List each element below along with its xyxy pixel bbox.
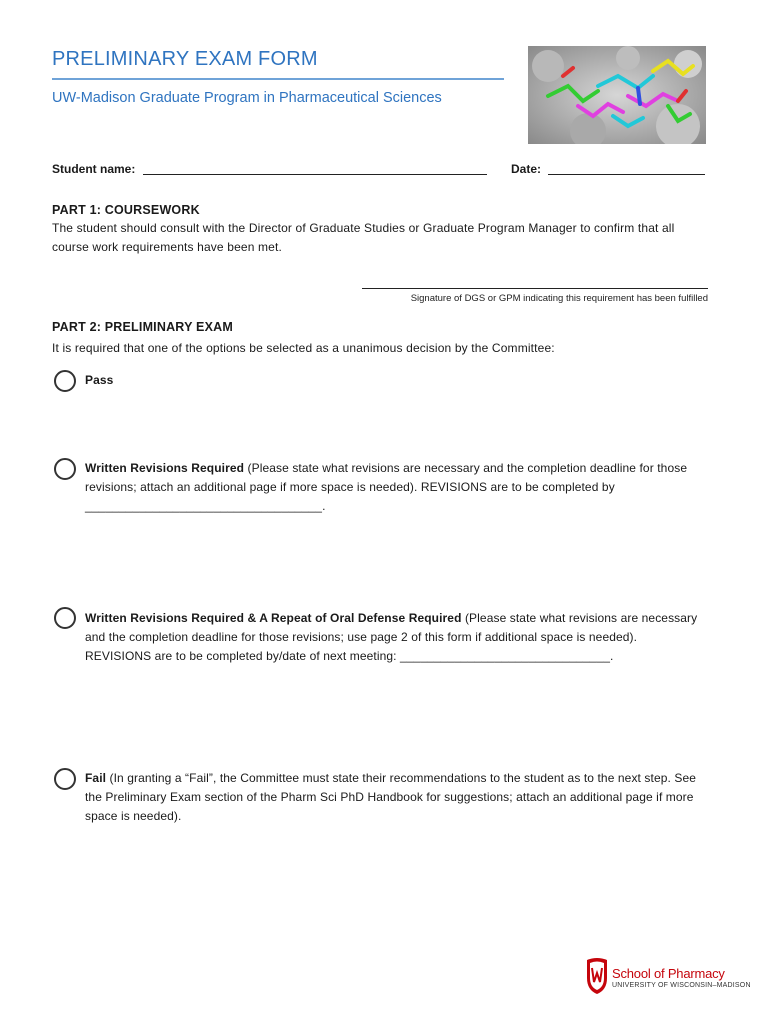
part1-text: The student should consult with the Director of Graduate Studies or Graduate Program Manager to confirm that all course work requirements have been met. <box>52 221 675 254</box>
part1-heading: PART 1: COURSEWORK <box>52 203 200 217</box>
part2-text: It is required that one of the options be selected as a unanimous decision by the Committee: <box>52 341 555 355</box>
option-label: Written Revisions Required <box>85 461 245 475</box>
signature-caption: Signature of DGS or GPM indicating this requirement has been fulfilled <box>410 293 708 304</box>
part2-heading: PART 2: PRELIMINARY EXAM <box>52 320 233 334</box>
molecule-structure-image <box>528 46 706 144</box>
option-written-revisions <box>85 459 705 516</box>
page-title: PRELIMINARY EXAM FORM <box>52 48 318 70</box>
option-detail: (In granting a “Fail”, the Committee must state their recommendations to the student as to the next step. See the Preliminary Exam section of the Pharm Sci PhD Handbook for suggestions; attach an additional page if more space is needed). <box>85 771 697 823</box>
option-label: Fail <box>85 771 107 785</box>
option-pass <box>85 371 705 390</box>
page-subtitle: UW-Madison Graduate Program in Pharmaceutical Sciences <box>52 90 442 106</box>
option-written-revisions-radio[interactable] <box>54 458 76 480</box>
school-logo <box>612 966 751 989</box>
option-detail: (Please state what revisions are necessary and the completion deadline for those revisions; use page 2 of this form if additional space is needed). REVISIONS are to be completed by/date of next meeting: _______________________________. <box>85 611 698 663</box>
student-name-label: Student name: <box>52 162 136 176</box>
logo-name: School of Pharmacy <box>612 966 725 981</box>
uw-crest-icon <box>584 956 610 996</box>
signature-line[interactable] <box>362 288 708 289</box>
option-fail <box>85 769 705 826</box>
student-name-field[interactable] <box>143 174 487 175</box>
title-underline <box>52 78 504 80</box>
option-revisions-oral-defense-radio[interactable] <box>54 607 76 629</box>
date-field[interactable] <box>548 174 705 175</box>
option-pass-radio[interactable] <box>54 370 76 392</box>
logo-university: UNIVERSITY OF WISCONSIN–MADISON <box>612 982 751 989</box>
option-revisions-oral-defense <box>85 609 705 666</box>
option-label: Pass <box>85 373 114 387</box>
option-label: Written Revisions Required & A Repeat of Oral Defense Required <box>85 611 462 625</box>
option-detail: (Please state what revisions are necessary and the completion deadline for those revisions; attach an additional page if more space is needed). REVISIONS are to be completed by ___________________________________. <box>85 461 688 513</box>
option-fail-radio[interactable] <box>54 768 76 790</box>
date-label: Date: <box>511 162 542 176</box>
